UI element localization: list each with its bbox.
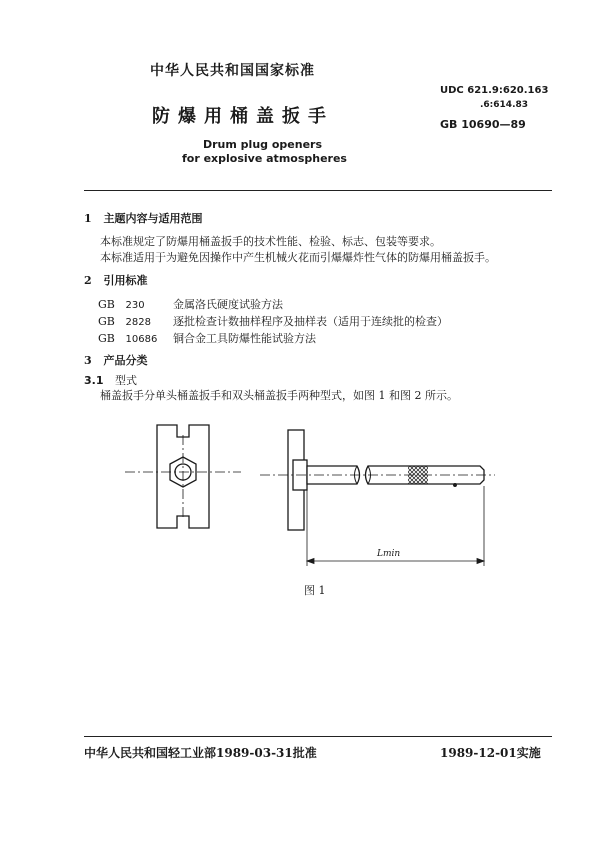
section-3-heading (84, 352, 148, 368)
section-2-heading (84, 272, 148, 288)
section-1-number: 1 (84, 212, 92, 225)
document-title-en-line2: for explosive atmospheres (182, 152, 347, 165)
reference-code: GB (98, 315, 115, 328)
pin-hole (454, 484, 457, 487)
reference-title: 逐批检查计数抽样程序及抽样表（适用于连续批的检查） (173, 315, 448, 328)
dimension-arrow-left (307, 559, 314, 564)
reference-number: 230 (125, 300, 145, 311)
reference-title: 金属洛氏硬度试验方法 (173, 298, 283, 311)
section-1-paragraph-1: 本标准规定了防爆用桶盖扳手的技术性能、检验、标志、包装等要求。 (100, 235, 441, 248)
figure-1-caption: 图 1 (304, 584, 326, 597)
dimension-label: Lmin (377, 549, 401, 559)
section-1-title: 主题内容与适用范围 (103, 212, 203, 225)
udc-classification (440, 84, 548, 112)
section-1-paragraph-2: 本标准适用于为避免因操作中产生机械火花而引爆爆炸性气体的防爆用桶盖扳手。 (100, 251, 496, 264)
reference-row (98, 330, 316, 346)
subsection-3-1-number: 3.1 (84, 374, 104, 387)
section-3-paragraph-1: 桶盖扳手分单头桶盖扳手和双头桶盖扳手两种型式，如图 1 和图 2 所示。 (100, 389, 458, 402)
reference-code: GB (98, 332, 115, 345)
reference-number: 10686 (125, 334, 158, 345)
wrench-front-view (125, 425, 241, 528)
document-title-cn: 防爆用桶盖扳手 (152, 106, 334, 127)
figure-1-drawing (120, 420, 500, 570)
reference-code: GB (98, 298, 115, 311)
implementation-date: 1989-12-01实施 (440, 746, 541, 760)
section-1-heading (84, 210, 203, 226)
dimension-arrow-right (477, 559, 484, 564)
header-divider (84, 190, 552, 191)
length-dimension (307, 486, 484, 566)
section-3-title: 产品分类 (103, 354, 148, 367)
subsection-3-1-title: 型式 (115, 374, 137, 387)
national-standard-label: 中华人民共和国国家标准 (150, 63, 315, 79)
section-2-number: 2 (84, 274, 92, 287)
reference-row (98, 313, 448, 329)
approval-statement: 中华人民共和国轻工业部1989-03-31批准 (84, 746, 317, 760)
footer-divider (84, 736, 552, 737)
reference-row (98, 296, 283, 312)
reference-title: 铜合金工具防爆性能试验方法 (173, 332, 316, 345)
section-2-title: 引用标准 (103, 274, 148, 287)
wrench-side-view (260, 430, 495, 530)
udc-line-1: UDC 621.9:620.163 (440, 85, 549, 96)
reference-number: 2828 (125, 317, 151, 328)
document-title-en-line1: Drum plug openers (203, 138, 323, 151)
standard-code: GB 10690—89 (440, 118, 526, 131)
subsection-3-1-heading (84, 372, 137, 388)
udc-line-2: .6:614.83 (480, 100, 529, 110)
section-3-number: 3 (84, 354, 92, 367)
